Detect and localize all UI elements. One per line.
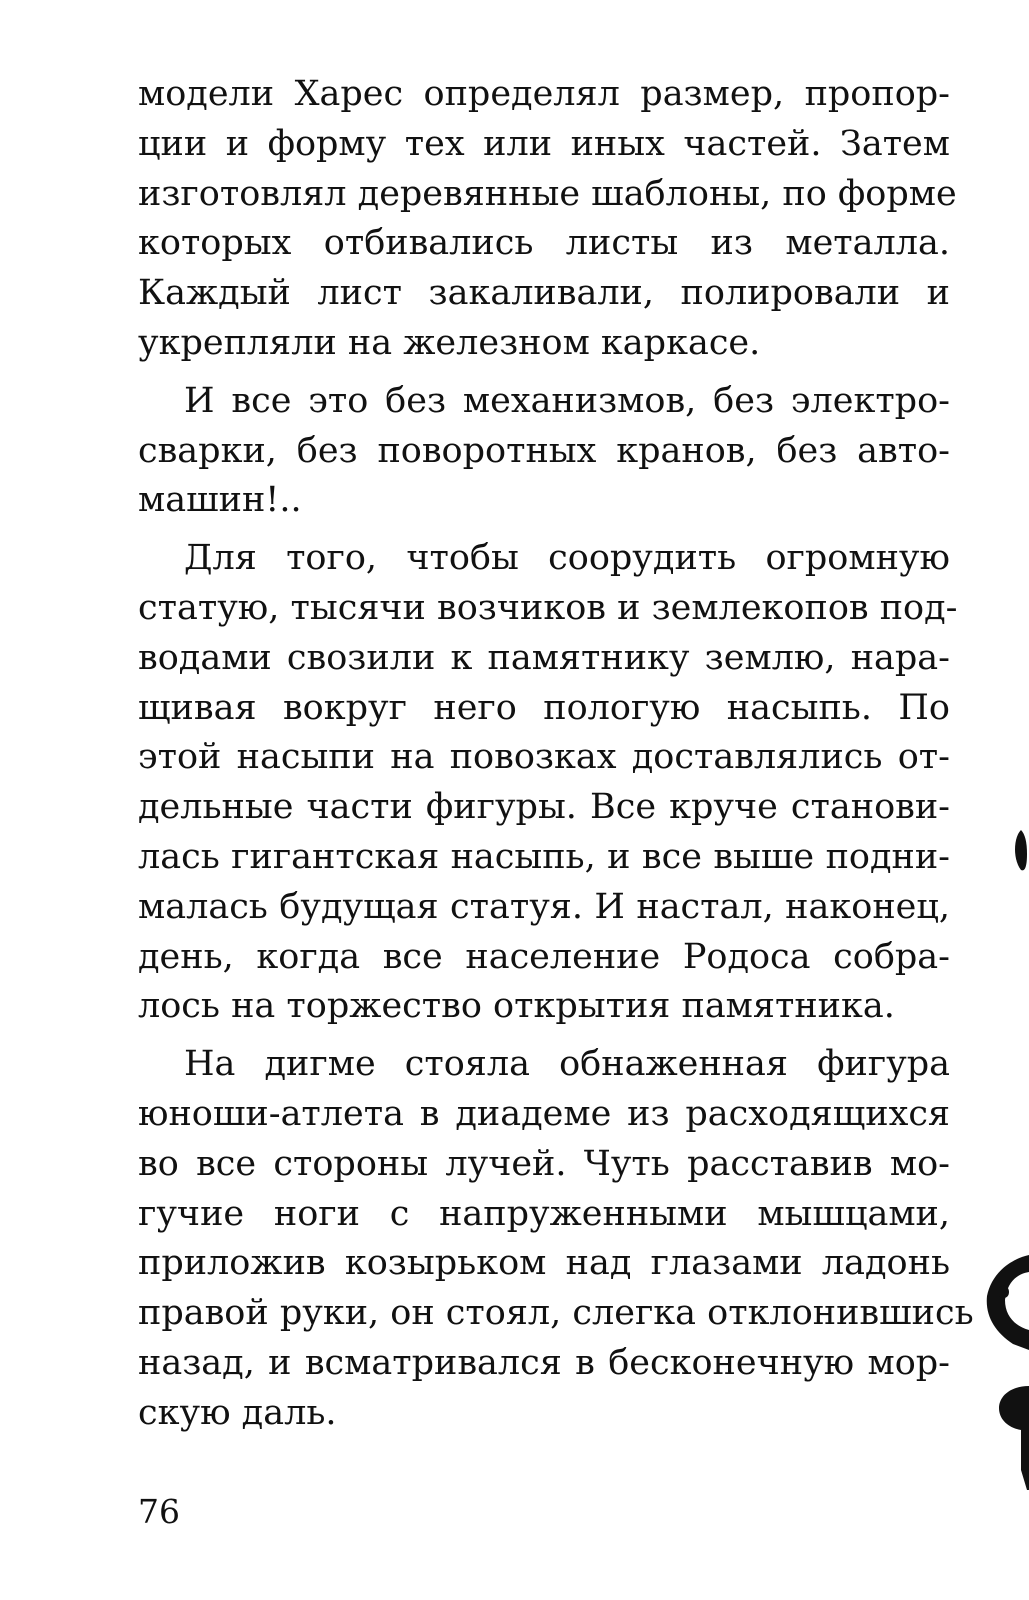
illustration-fragment-accent [999,1286,1009,1298]
illustration-fragment-bottom [999,1386,1029,1490]
text-line: дельные части фигуры. Все круче станови- [138,787,950,828]
paragraph-3 [138,534,958,1032]
text-line: укрепляли на железном каркасе. [138,322,761,363]
text-line: приложив козырьком над глазами ладонь [138,1243,950,1284]
text-line: модели Харес определял размер, пропор- [138,74,950,114]
text-line: правой руки, он стоял, слегка отклонившись [138,1293,974,1334]
paragraph-1 [138,70,957,369]
text-line: изготовлял деревянные шаблоны, по форме [138,173,957,214]
illustration-fragment-top [1015,830,1027,870]
bleed-illustration-edge [969,830,1029,1490]
text-line: которых отбивались листы из металла. [138,223,950,264]
text-line: Каждый лист закаливали, полировали и [138,273,950,314]
page-number: 76 [138,1492,180,1531]
text-line: скую даль. [138,1392,337,1433]
text-line: лось на торжество открытия памятника. [138,986,895,1027]
text-line: малась будущая статуя. И настал, наконец, [138,886,950,927]
illustration-fragment-middle [987,1255,1029,1350]
text-line: Для того, чтобы соорудить огромную [184,538,950,579]
text-line: На дигме стояла обнаженная фигура [184,1044,950,1085]
text-line: во все стороны лучей. Чуть расставив мо- [138,1143,950,1184]
paragraph-4 [138,1040,974,1438]
text-line: гучие ноги с напруженными мышцами, [138,1193,950,1234]
text-line: щивая вокруг него пологую насыпь. По [138,687,950,728]
text-line: машин!.. [138,480,302,521]
text-line: сварки, без поворотных кранов, без авто- [138,430,950,471]
text-line: ции и форму тех или иных частей. Затем [138,123,950,164]
text-line: назад, и всматривался в бесконечную мор- [138,1342,950,1383]
body-text [138,70,974,1439]
text-line: юноши-атлета в диадеме из расходящихся [138,1093,950,1134]
text-line: этой насыпи на повозках доставлялись от- [138,737,950,778]
text-line: лась гигантская насыпь, и все выше подни- [138,836,950,877]
text-line: водами свозили к памятнику землю, нара- [138,637,950,678]
text-line: статую, тысячи возчиков и землекопов под- [138,587,958,628]
text-line: И все это без механизмов, без электро- [184,380,950,421]
text-line: день, когда все население Родоса собра- [138,936,950,977]
paragraph-2 [138,377,950,526]
